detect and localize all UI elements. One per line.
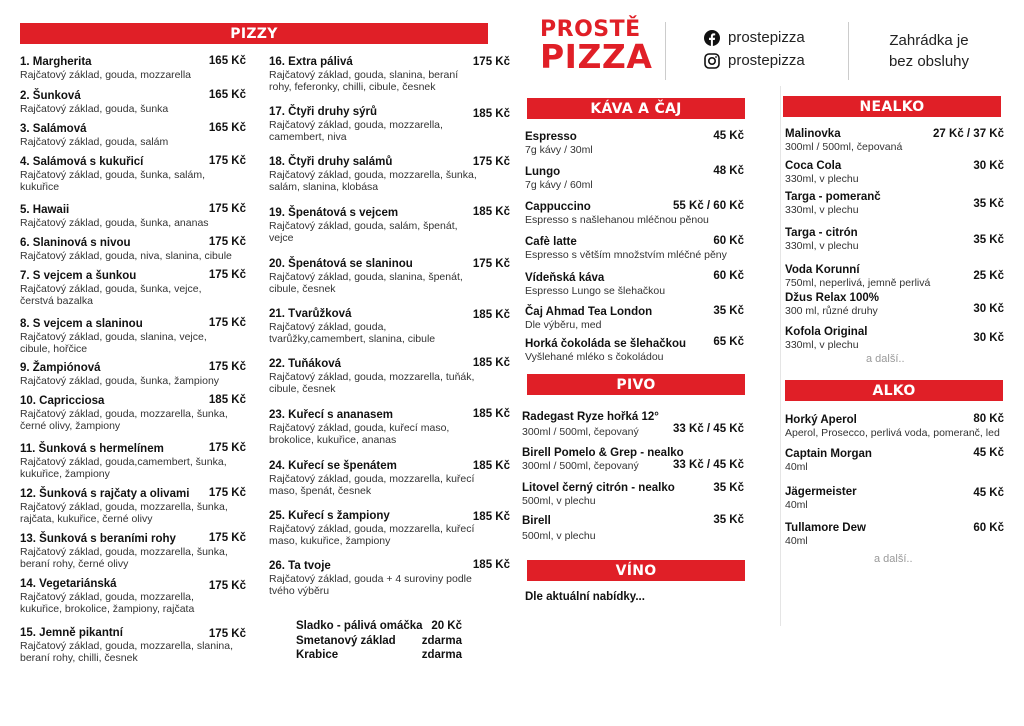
instagram-icon [704,53,720,69]
pizza-item [269,408,469,446]
item-price: 185 Kč [208,394,246,406]
item-desc: Rajčatový základ, gouda, šunka, ananas [20,217,209,229]
item-name: 9. Žampiónová [20,362,101,374]
item-name: 6. Slaninová s nivou [20,237,131,249]
item-price: 175 Kč [208,442,246,454]
item-desc: Espresso Lungo se šlehačkou [525,285,666,297]
item-name: 24. Kuřecí se špenátem [269,460,397,472]
item-price: 35 Kč [973,234,1004,246]
extra-price: zdarma [421,635,462,647]
wine-note: Dle aktuální nabídky... [525,591,645,603]
item-name: Malinovka [785,128,841,140]
item-price: 45 Kč [973,487,1004,499]
item-price: 60 Kč [973,522,1004,534]
item-desc: 330ml, v plechu [785,339,859,351]
item-desc: Rajčatový základ, gouda, šunka, salám, kukuřice [20,169,206,193]
item-name: Cafè latte [525,236,577,248]
item-desc: Rajčatový základ, gouda, mozzarella, šunka, černé olivy, žampiony [20,408,228,432]
extra-price: zdarma [421,649,462,661]
item-name: Radegast Ryze hořká 12° [522,411,659,423]
brand-line-2: PIZZA [540,36,653,76]
item-price: 175 Kč [208,580,246,592]
item-name: Captain Morgan [785,448,872,460]
item-name: Birell [522,515,551,527]
item-name: Coca Cola [785,160,842,172]
item-price: 55 Kč / 60 Kč [673,200,744,212]
item-price: 165 Kč [208,89,246,101]
item-price: 185 Kč [472,309,510,321]
item-name: Džus Relax 100% [785,292,879,304]
item-desc: Rajčatový základ, gouda, slanina, beraní rohy, feferonky, chilli, cibule, česnek [269,69,459,93]
item-price: 60 Kč [713,270,744,282]
brand-line-1: PROSTĚ [540,17,641,42]
item-price: 35 Kč [713,482,744,494]
item-name: 4. Salámová s kukuřicí [20,156,144,168]
item-name: 13. Šunková s beraními rohy [20,533,176,545]
item-desc: Rajčatový základ, gouda, tvarůžky,camembert, slanina, cibule [269,321,436,345]
item-desc: Espresso s větším množstvím mléčné pěny [525,249,727,261]
item-price: 175 Kč [208,628,246,640]
item-desc: Rajčatový základ, gouda, slanina, špenát, cibule, česnek [269,271,463,295]
item-price: 175 Kč [208,317,246,329]
garden-note [874,30,984,72]
item-desc: Rajčatový základ, gouda, salám [20,136,169,148]
item-desc: Rajčatový základ, gouda + 4 suroviny podle tvého výběru [269,573,472,597]
item-price: 175 Kč [208,203,246,215]
item-desc: Rajčatový základ, gouda, niva, slanina, cibule [20,250,232,262]
garden-note-line: Zahrádka je [889,32,969,49]
item-name: 1. Margherita [20,56,92,68]
item-price: 175 Kč [208,269,246,281]
item-price: 35 Kč [713,514,744,526]
item-name: Targa - citrón [785,227,858,239]
item-desc: Rajčatový základ, gouda, kuřecí maso, brokolice, kukuřice, ananas [269,422,450,446]
item-name: Tullamore Dew [785,522,866,534]
item-price: 175 Kč [472,156,510,168]
item-name: 17. Čtyři druhy sýrů [269,106,378,118]
item-name: 16. Extra pálivá [269,56,353,68]
item-name: Kofola Original [785,326,868,338]
item-price: 185 Kč [472,408,510,420]
item-name: 2. Šunková [20,90,81,102]
item-price: 48 Kč [713,165,744,177]
item-price: 175 Kč [208,532,246,544]
facebook-handle-text: prostepizza [728,29,805,46]
item-price: 185 Kč [472,108,510,120]
item-price: 65 Kč [713,336,744,348]
item-name: 7. S vejcem a šunkou [20,270,137,282]
item-price: 35 Kč [973,198,1004,210]
item-price: 45 Kč [973,447,1004,459]
item-desc: Rajčatový základ, gouda, mozzarella, slanina, beraní rohy, chilli, česnek [20,640,234,664]
item-name: 19. Špenátová s vejcem [269,207,399,219]
item-price: 30 Kč [973,332,1004,344]
instagram-handle [704,52,805,69]
item-desc: 7g kávy / 30ml [525,144,593,156]
extra-name: Krabice [296,649,339,661]
item-name: Cappuccino [525,201,591,213]
item-desc: 300ml / 500ml, čepovaný [522,460,639,472]
item-name: 25. Kuřecí s žampiony [269,510,390,522]
item-price: 60 Kč [713,235,744,247]
item-desc: Rajčatový základ, gouda, šunka, žampiony [20,375,220,387]
brand-logo [540,17,653,76]
item-desc: Vyšlehané mléko s čokoládou [525,351,664,363]
more-label: a další.. [866,353,905,365]
item-price: 33 Kč / 45 Kč [673,459,744,471]
extra-name: Sladko - pálivá omáčka [296,620,423,632]
item-desc: Rajčatový základ, gouda, mozzarella, šunka, rajčata, kukuřice, černé olivy [20,501,228,525]
item-price: 185 Kč [472,511,510,523]
item-name: Birell Pomelo & Grep - nealko [522,447,684,459]
item-desc: Rajčatový základ, gouda, mozzarella, kuřecí maso, kukuřice, žampiony [269,523,475,547]
item-desc: Espresso s našlehanou mléčnou pěnou [525,214,709,226]
item-desc: 40ml [785,461,808,473]
item-desc: Rajčatový základ, gouda, šunka [20,103,169,115]
item-price: 185 Kč [472,460,510,472]
item-name: Vídeňská káva [525,272,605,284]
item-name: 3. Salámová [20,123,87,135]
item-desc: 500ml, v plechu [522,495,596,507]
item-desc: 330ml, v plechu [785,240,859,252]
item-price: 175 Kč [208,155,246,167]
item-price: 45 Kč [713,130,744,142]
item-price: 30 Kč [973,160,1004,172]
item-name: 8. S vejcem a slaninou [20,318,143,330]
item-desc: Rajčatový základ, gouda,camembert, šunka, kukuřice, žampiony [20,456,227,480]
item-price: 33 Kč / 45 Kč [673,423,744,435]
item-desc: 330ml, v plechu [785,173,859,185]
item-name: 5. Hawaii [20,204,70,216]
extra-price: 20 Kč [431,620,462,632]
item-name: 10. Capricciosa [20,395,105,407]
item-price: 175 Kč [472,56,510,68]
divider [848,22,849,80]
item-price: 175 Kč [208,361,246,373]
item-desc: Rajčatový základ, gouda, slanina, vejce, cibule, hořčice [20,331,207,355]
item-price: 175 Kč [208,487,246,499]
item-name: 15. Jemně pikantní [20,627,123,639]
more-label: a další.. [874,553,913,565]
item-name: 21. Tvarůžková [269,308,352,320]
item-desc: 500ml, v plechu [522,530,596,542]
item-price: 27 Kč / 37 Kč [933,128,1004,140]
divider [665,22,666,80]
item-desc: Rajčatový základ, gouda, mozzarella, šunka, salám, slanina, klobása [269,169,477,193]
item-desc: Rajčatový základ, gouda, mozzarella, kuřecí maso, špenát, česnek [269,473,475,497]
item-desc: 300 ml, různé druhy [785,305,878,317]
item-desc: Rajčatový základ, gouda, mozzarella, šunka, beraní rohy, černé olivy [20,546,228,570]
item-price: 185 Kč [472,357,510,369]
item-name: 12. Šunková s rajčaty a olivami [20,488,190,500]
pizza-item [20,155,215,193]
item-price: 25 Kč [973,270,1004,282]
item-desc: 300ml / 500ml, čepovaná [785,141,903,153]
pizza-item [269,257,474,295]
facebook-icon [704,30,720,46]
item-name: Čaj Ahmad Tea London [525,306,653,318]
item-price: 35 Kč [713,305,744,317]
section-header-kava: KÁVA A ČAJ [527,98,745,119]
item-name: Horký Aperol [785,414,857,426]
item-name: Jägermeister [785,486,857,498]
item-desc: 330ml, v plechu [785,204,859,216]
item-name: 11. Šunková s hermelínem [20,443,164,455]
item-price: 175 Kč [472,258,510,270]
item-name: Voda Korunní [785,264,860,276]
item-desc: Rajčatový základ, gouda, šunka, vejce, čerstvá bazalka [20,283,202,307]
item-name: Targa - pomeranč [785,191,881,203]
extra-name: Smetanový základ [296,635,396,647]
item-name: Lungo [525,166,561,178]
facebook-handle [704,29,805,46]
item-name: 23. Kuřecí s ananasem [269,409,394,421]
item-desc: 750ml, neperlivá, jemně perlivá [785,277,931,289]
item-name: 14. Vegetariánská [20,578,117,590]
item-price: 175 Kč [208,236,246,248]
item-name: 26. Ta tvoje [269,560,331,572]
instagram-handle-text: prostepizza [728,52,805,69]
section-header-pivo: PIVO [527,374,745,395]
item-desc: 40ml [785,535,808,547]
item-price: 185 Kč [472,206,510,218]
item-name: Espresso [525,131,577,143]
column-divider [780,86,781,626]
section-header-alko: ALKO [785,380,1003,401]
section-header-nealko: NEALKO [783,96,1001,117]
pizza-item [269,55,469,93]
item-name: 22. Tuňáková [269,358,342,370]
item-desc: 40ml [785,499,808,511]
item-desc: Rajčatový základ, gouda, mozzarella, tuňák, cibule, česnek [269,371,475,395]
item-desc: Dle výběru, med [525,319,602,331]
item-desc: Rajčatový základ, gouda, mozzarella [20,69,192,81]
item-name: 18. Čtyři druhy salámů [269,156,393,168]
item-desc: 7g kávy / 60ml [525,179,593,191]
item-desc: Aperol, Prosecco, perlivá voda, pomeranč, led [785,427,1000,439]
item-name: Litovel černý citrón - nealko [522,482,675,494]
item-desc: 300ml / 500ml, čepovaný [522,426,639,438]
section-header-vino: VÍNO [527,560,745,581]
item-name: 20. Špenátová se slaninou [269,258,413,270]
item-price: 165 Kč [208,122,246,134]
garden-note-line: bez obsluhy [888,53,970,70]
item-name: Horká čokoláda se šlehačkou [525,338,687,350]
pizza-item [269,105,469,143]
item-desc: Rajčatový základ, gouda, salám, špenát, vejce [269,220,458,244]
item-desc: Rajčatový základ, gouda, mozzarella, camembert, niva [269,119,443,143]
pizza-item [269,206,469,244]
item-price: 185 Kč [472,559,510,571]
item-desc: Rajčatový základ, gouda, mozzarella, kukuřice, brokolice, žampiony, rajčata [20,591,195,615]
item-price: 30 Kč [973,303,1004,315]
section-header-pizzy: PIZZY [20,23,488,44]
item-price: 165 Kč [208,55,246,67]
item-price: 80 Kč [973,413,1004,425]
